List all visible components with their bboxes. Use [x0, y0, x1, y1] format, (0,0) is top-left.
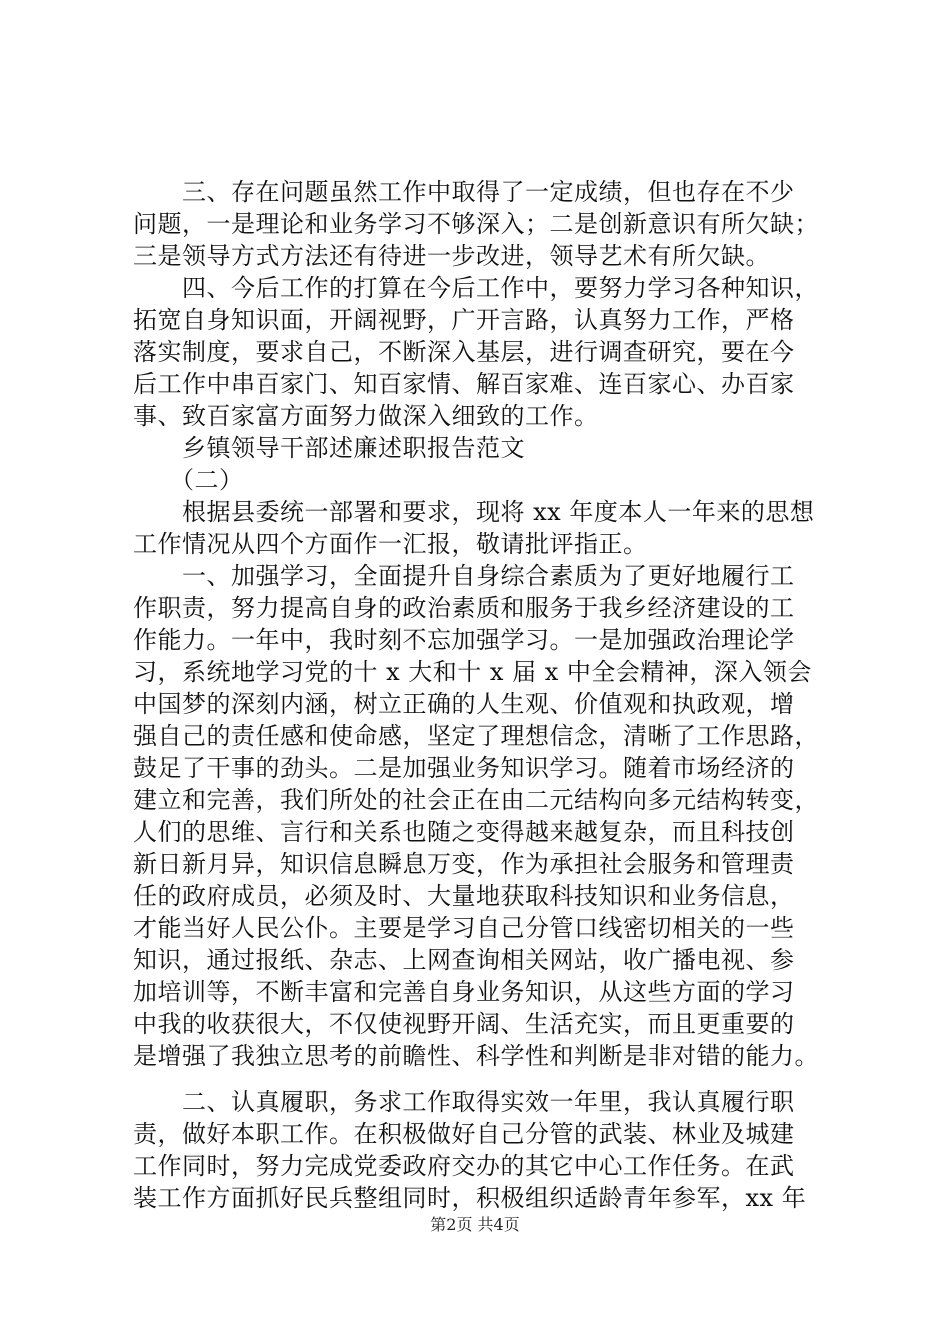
text-line: 工作情况从四个方面作一汇报，敬请批评指正。	[133, 530, 648, 558]
text-line: 责，做好本职工作。在积极做好自己分管的武装、林业及城建	[133, 1120, 795, 1148]
text-line: 是增强了我独立思考的前瞻性、科学性和判断是非对错的能力。	[133, 1042, 819, 1070]
text-line: 根据县委统一部署和要求，现将 xx 年度本人一年来的思想	[133, 498, 815, 526]
section-subheading: （二）	[133, 466, 244, 494]
text-line: 后工作中串百家门、知百家情、解百家难、连百家心、办百家	[133, 370, 795, 398]
text-line: 落实制度，要求自己，不断深入基层，进行调查研究，要在今	[133, 338, 795, 366]
text-line: 任的政府成员，必须及时、大量地获取科技知识和业务信息，	[133, 882, 795, 910]
section-heading: 乡镇领导干部述廉述职报告范文	[133, 434, 525, 462]
text-line: 加培训等，不断丰富和完善自身业务知识，从这些方面的学习	[133, 978, 795, 1006]
page-footer: 第2页 共4页	[430, 1215, 520, 1234]
text-line: 人们的思维、言行和关系也随之变得越来越复杂，而且科技创	[133, 818, 795, 846]
text-line: 二、认真履职，务求工作取得实效一年里，我认真履行职	[133, 1088, 795, 1116]
text-line: 一、加强学习，全面提升自身综合素质为了更好地履行工	[133, 562, 795, 590]
text-line: 才能当好人民公仆。主要是学习自己分管口线密切相关的一些	[133, 914, 795, 942]
text-line: 拓宽自身知识面，开阔视野，广开言路，认真努力工作，严格	[133, 306, 795, 334]
document-body	[133, 176, 833, 1214]
text-line: 新日新月异，知识信息瞬息万变，作为承担社会服务和管理责	[133, 850, 795, 878]
text-line: 建立和完善，我们所处的社会正在由二元结构向多元结构转变，	[133, 786, 819, 814]
text-line: 强自己的责任感和使命感，坚定了理想信念，清晰了工作思路，	[133, 722, 819, 750]
text-line: 工作同时，努力完成党委政府交办的其它中心工作任务。在武	[133, 1152, 795, 1180]
text-line: 鼓足了干事的劲头。二是加强业务知识学习。随着市场经济的	[133, 754, 795, 782]
text-line: 中国梦的深刻内涵，树立正确的人生观、价值观和执政观，增	[133, 690, 795, 718]
text-line: 中我的收获很大，不仅使视野开阔、生活充实，而且更重要的	[133, 1010, 795, 1038]
text-line: 装工作方面抓好民兵整组同时，积极组织适龄青年参军，xx 年	[133, 1184, 807, 1212]
text-line: 三、存在问题虽然工作中取得了一定成绩，但也存在不少	[133, 178, 795, 206]
text-line: 四、今后工作的打算在今后工作中，要努力学习各种知识，	[133, 274, 819, 302]
text-line: 作职责，努力提高自身的政治素质和服务于我乡经济建设的工	[133, 594, 795, 622]
text-line: 问题，一是理论和业务学习不够深入；二是创新意识有所欠缺；	[133, 210, 819, 238]
text-line: 三是领导方式方法还有待进一步改进，领导艺术有所欠缺。	[133, 242, 770, 270]
text-line: 事、致百家富方面努力做深入细致的工作。	[133, 402, 599, 430]
text-line: 作能力。一年中，我时刻不忘加强学习。一是加强政治理论学	[133, 626, 795, 654]
text-line: 知识，通过报纸、杂志、上网查询相关网站，收广播电视、参	[133, 946, 795, 974]
text-line: 习，系统地学习党的十 x 大和十 x 届 x 中全会精神，深入领会	[133, 658, 812, 686]
